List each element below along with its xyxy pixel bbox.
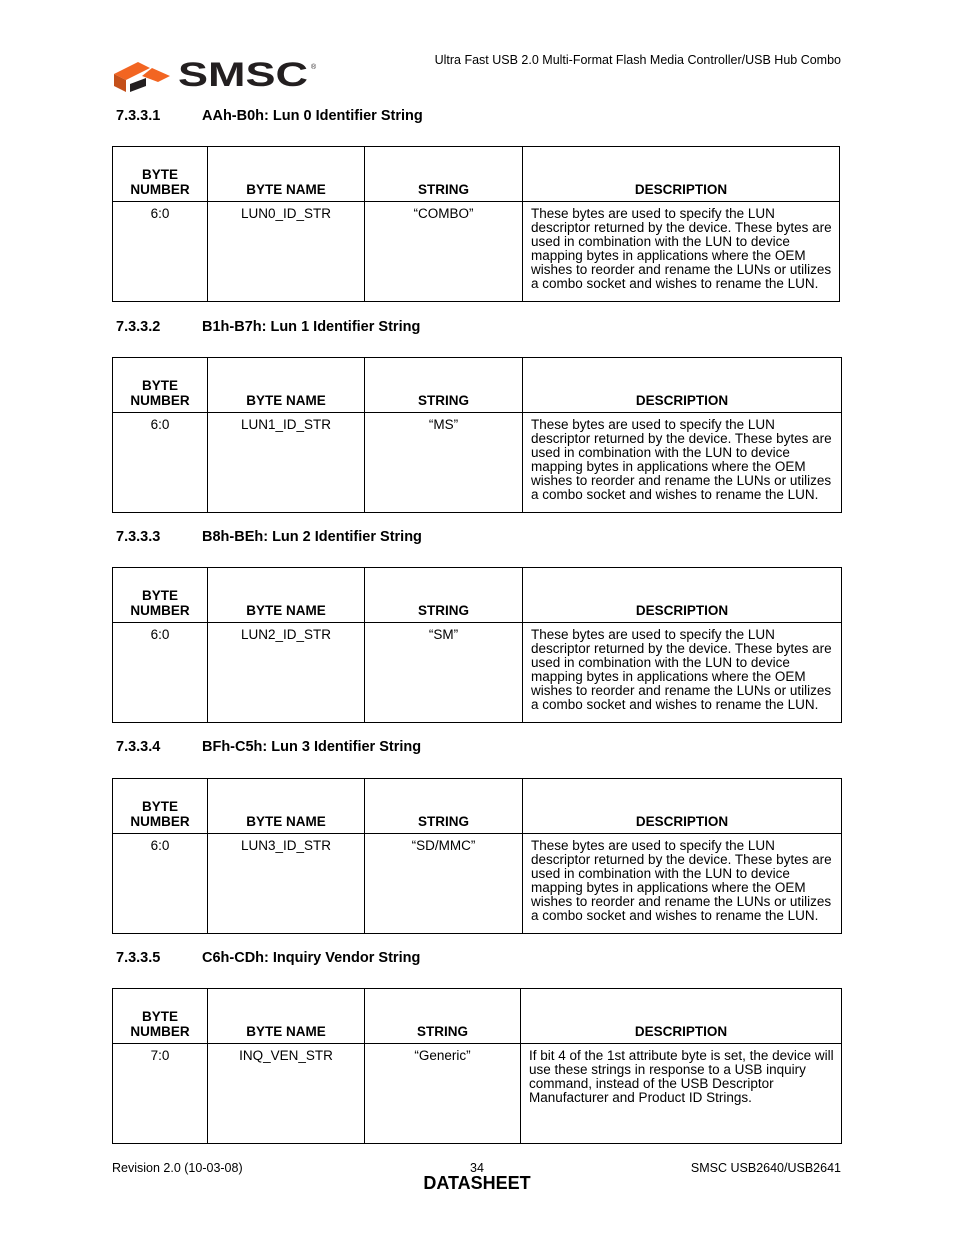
smsc-logo-mark <box>112 56 322 96</box>
col-number-label: NUMBER <box>130 1024 190 1039</box>
footer-revision: Revision 2.0 (10-03-08) <box>112 1161 243 1175</box>
logo-registered: ® <box>311 64 317 71</box>
section-title: BFh-C5h: Lun 3 Identifier String <box>202 739 422 755</box>
section-number: 7.3.3.1 <box>116 108 161 124</box>
cell-byte-name: LUN2_ID_STR <box>208 623 365 723</box>
col-string: STRING <box>365 568 523 623</box>
table-header-row <box>113 568 842 623</box>
col-byte-label: BYTE <box>141 1009 178 1024</box>
section-title: C6h-CDh: Inquiry Vendor String <box>202 950 421 966</box>
cell-description: These bytes are used to specify the LUN descriptor returned by the device. These bytes are used in combination with the LUN to device mapping bytes in applications where the OEM wishes to reorder and rename the LUNs or utilizes a combo socket and wishes to rename the LUN. <box>523 202 840 302</box>
col-string: STRING <box>365 358 523 413</box>
cell-description: These bytes are used to specify the LUN descriptor returned by the device. These bytes are used in combination with the LUN to device mapping bytes in applications where the OEM wishes to reorder and rename the LUNs or utilizes a combo socket and wishes to rename the LUN. <box>523 413 842 513</box>
col-byte-name: BYTE NAME <box>208 568 365 623</box>
smsc-logo <box>112 56 322 101</box>
col-byte-number <box>113 779 208 834</box>
footer-doc-type: DATASHEET <box>423 1173 531 1193</box>
section-number: 7.3.3.2 <box>116 319 161 335</box>
section-heading <box>116 108 423 124</box>
cell-byte-number: 6:0 <box>113 202 208 302</box>
cell-byte-number: 6:0 <box>113 623 208 723</box>
cell-byte-name: LUN3_ID_STR <box>208 834 365 934</box>
col-byte-label: BYTE <box>141 378 178 393</box>
col-byte-label: BYTE <box>141 588 178 603</box>
register-table <box>112 778 842 934</box>
footer-page-number: 34 <box>470 1161 484 1175</box>
section-title: AAh-B0h: Lun 0 Identifier String <box>202 108 423 124</box>
col-string: STRING <box>365 989 521 1044</box>
col-byte-name: BYTE NAME <box>208 147 365 202</box>
document-title: Ultra Fast USB 2.0 Multi-Format Flash Media Controller/USB Hub Combo <box>434 53 841 67</box>
cell-byte-name: INQ_VEN_STR <box>208 1044 365 1144</box>
table-header-row <box>113 779 842 834</box>
section-heading <box>116 319 420 335</box>
col-byte-number <box>113 989 208 1044</box>
register-table <box>112 146 840 302</box>
register-table <box>112 357 842 513</box>
col-description: DESCRIPTION <box>523 779 842 834</box>
col-byte-label: BYTE <box>141 799 178 814</box>
cell-byte-name: LUN0_ID_STR <box>208 202 365 302</box>
col-byte-number <box>113 358 208 413</box>
section-heading <box>116 739 421 755</box>
register-table <box>112 988 842 1144</box>
section-heading <box>116 950 420 966</box>
cell-string: “SM” <box>365 623 523 723</box>
table-header-row <box>113 989 842 1044</box>
table-row <box>113 413 842 513</box>
cell-description: If bit 4 of the 1st attribute byte is set, the device will use these strings in response to a USB inquiry command, instead of the USB Descriptor Manufacturer and Product ID Strings. <box>521 1044 842 1144</box>
col-number-label: NUMBER <box>130 182 190 197</box>
col-number-label: NUMBER <box>130 393 190 408</box>
logo-text: SMSC <box>178 56 308 94</box>
cell-description: These bytes are used to specify the LUN descriptor returned by the device. These bytes are used in combination with the LUN to device mapping bytes in applications where the OEM wishes to reorder and rename the LUNs or utilizes a combo socket and wishes to rename the LUN. <box>523 623 842 723</box>
section-number: 7.3.3.3 <box>116 529 161 545</box>
section-title: B1h-B7h: Lun 1 Identifier String <box>202 319 421 335</box>
cell-string: “COMBO” <box>365 202 523 302</box>
cell-string: “SD/MMC” <box>365 834 523 934</box>
table-row <box>113 834 842 934</box>
table-row <box>113 623 842 723</box>
table-row <box>113 1044 842 1144</box>
col-string: STRING <box>365 779 523 834</box>
col-description: DESCRIPTION <box>521 989 842 1044</box>
col-description: DESCRIPTION <box>523 358 842 413</box>
section-title: B8h-BEh: Lun 2 Identifier String <box>202 529 422 545</box>
col-string: STRING <box>365 147 523 202</box>
section-number: 7.3.3.5 <box>116 950 161 966</box>
cell-string: “MS” <box>365 413 523 513</box>
col-number-label: NUMBER <box>130 814 190 829</box>
col-byte-number <box>113 147 208 202</box>
col-number-label: NUMBER <box>130 603 190 618</box>
table-header-row <box>113 147 840 202</box>
cell-description: These bytes are used to specify the LUN descriptor returned by the device. These bytes are used in combination with the LUN to device mapping bytes in applications where the OEM wishes to reorder and rename the LUNs or utilizes a combo socket and wishes to rename the LUN. <box>523 834 842 934</box>
cell-byte-number: 7:0 <box>113 1044 208 1144</box>
cell-byte-name: LUN1_ID_STR <box>208 413 365 513</box>
col-byte-name: BYTE NAME <box>208 358 365 413</box>
section-number: 7.3.3.4 <box>116 739 161 755</box>
col-description: DESCRIPTION <box>523 147 840 202</box>
table-header-row <box>113 358 842 413</box>
col-description: DESCRIPTION <box>523 568 842 623</box>
section-heading <box>116 529 422 545</box>
table-row <box>113 202 840 302</box>
footer-product: SMSC USB2640/USB2641 <box>690 1161 841 1175</box>
col-byte-number <box>113 568 208 623</box>
col-byte-name: BYTE NAME <box>208 989 365 1044</box>
cell-byte-number: 6:0 <box>113 413 208 513</box>
register-table <box>112 567 842 723</box>
col-byte-label: BYTE <box>141 167 178 182</box>
col-byte-name: BYTE NAME <box>208 779 365 834</box>
cell-byte-number: 6:0 <box>113 834 208 934</box>
cell-string: “Generic” <box>365 1044 521 1144</box>
